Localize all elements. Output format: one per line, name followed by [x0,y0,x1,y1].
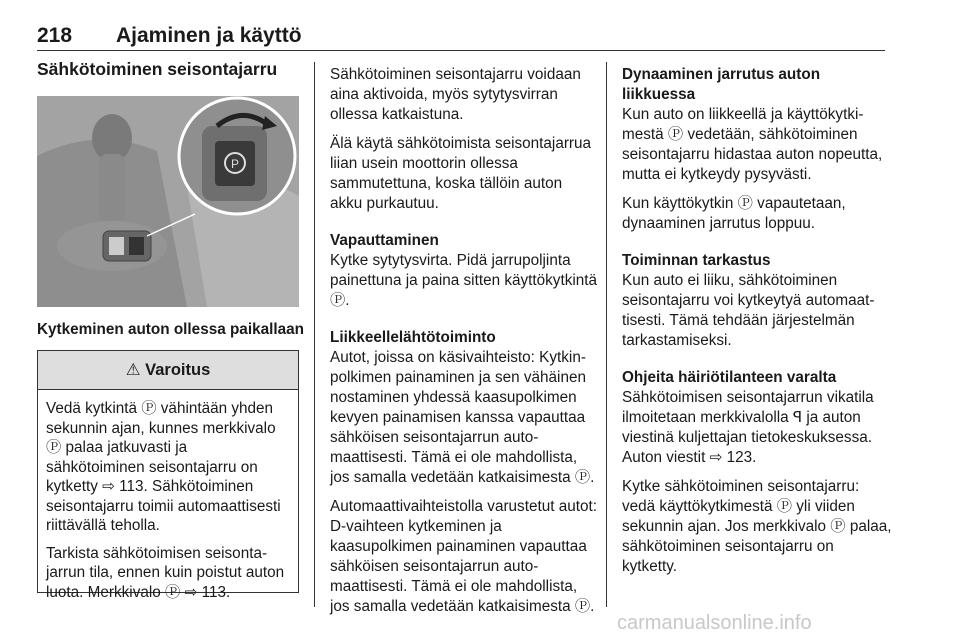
paragraph: Automaattivaihteistolla varustetut autot: D-vaihteen kytkeminen ja kaasupolkimen painaminen vapauttaa sähköisen seisontajarrun automaattisesti. Tämä ei ole mahdollista, jos samalla vedetään katkaisimesta Ⓟ. [330,498,597,615]
page-header [37,24,885,51]
svg-text:P: P [230,157,240,171]
column-2 [330,65,598,626]
paragraph: Sähkötoiminen seisontajarru voidaan aina aktivoida, myös sytytysvirran ollessa katkaistuna. [330,66,581,123]
paragraph: Kytke sytytysvirta. Pidä jarrupoljinta painettuna ja paina sitten käyttökytkintä Ⓟ. [330,252,598,309]
page-number: 218 [37,24,73,47]
paragraph: Sähkötoimisen seisontajarrun vikatila ilmoitetaan merkkivalolla ꟼ ja auton viestinä kuljettajan tietokeskuksessa. Auton viestit ⇨ 123. [622,389,874,466]
warning-triangle-icon: ⚠ [125,361,141,379]
paragraph: Kun käyttökytkin Ⓟ vapautetaan, dynaaminen jarrutus loppuu. [622,195,846,232]
warning-header [38,351,298,390]
paragraph: Kytke sähkötoiminen seisontajarru: vedä käyttökytkimestä Ⓟ yli viiden sekunnin ajan. Jos merkkivalo Ⓟ palaa, sähkötoiminen seisontajarru on kytketty. [622,478,892,575]
column-divider-1 [314,62,315,607]
paragraph: Kun auto on liikkeellä ja käyttökytkimestä Ⓟ vedetään, sähkötoiminen seisontajarru hidastaa auton nopeutta, mutta ei kytkeydy pysyvästi. [622,106,883,183]
column-divider-2 [606,62,607,607]
subheading-drive-away: Liikkeellelähtötoiminto [330,329,496,346]
paragraph: Autot, joissa on käsivaihteisto: Kytkinpolkimen painaminen ja sen vähäinen nostaminen yhdessä kaasupolkimen kevyen painamisen kanssa vapauttaa sähköisen seisontajarrun automaattisesti. Tämä ei ole mahdollista, jos samalla vedetään katkaisimesta Ⓟ. [330,349,595,486]
paragraph: Älä käytä sähkötoimista seisontajarrua liian usein moottorin ollessa sammutettuna, koska tällöin auton akku purkautuu. [330,135,592,212]
subheading-release: Vapauttaminen [330,232,439,249]
subheading-fault: Ohjeita häiriötilanteen varalta [622,369,837,386]
console-drawing [37,96,299,307]
warning-body [38,390,298,602]
column-3 [622,65,892,586]
section-title: Sähkötoiminen seisontajarru [37,59,278,79]
figure-caption: Kytkeminen auton ollessa paikallaan [37,321,304,338]
watermark: carmanualsonline.info [617,612,812,634]
subheading-function-check: Toiminnan tarkastus [622,252,771,269]
column-1 [37,58,299,89]
chapter-title: Ajaminen ja käyttö [116,24,302,47]
parking-brake-illustration [37,96,299,307]
warning-paragraph-2: Tarkista sähkötoimisen seisontajarrun tila, ennen kuin poistut auton luota. Merkkivalo Ⓟ ⇨ 113. [46,544,285,601]
warning-title: Varoitus [145,361,211,379]
paragraph: Kun auto ei liiku, sähkötoiminen seisontajarru voi kytkeytyä automaattisesti. Tämä tehdään järjestelmän tarkastamiseksi. [622,272,875,349]
warning-paragraph-1: Vedä kytkintä Ⓟ vähintään yhden sekunnin ajan, kunnes merkkivalo Ⓟ palaa jatkuvasti ja sähkötoiminen seisontajarru on kytketty ⇨ 113. Sähkötoiminen seisontajarru toimii automaattisesti riittävällä teholla. [46,400,281,534]
warning-box [37,350,299,601]
subheading-dynamic-braking: Dynaaminen jarrutus auton liikkuessa [622,66,821,103]
